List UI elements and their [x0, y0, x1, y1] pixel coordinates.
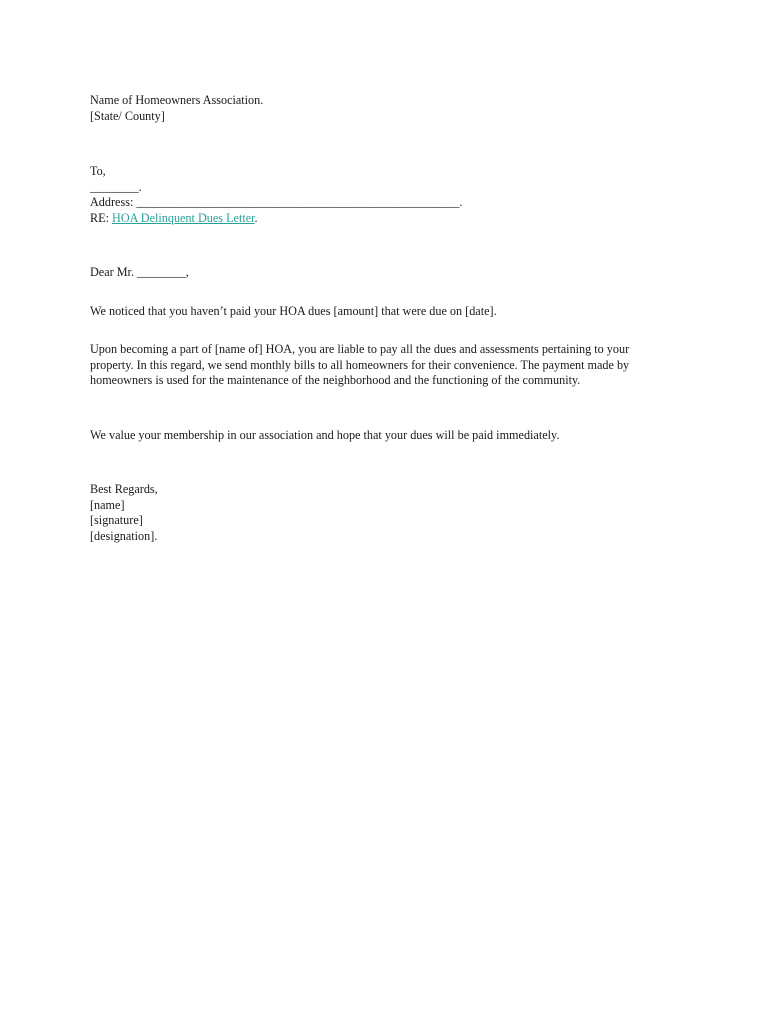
letter-header	[90, 93, 670, 124]
body-paragraph-2: Upon becoming a part of [name of] HOA, you are liable to pay all the dues and assessments pertaining to your property. In this regard, we send monthly bills to all homeowners for their convenience. The payment made by homeowners is used for the maintenance of the neighborhood and the functioning of the community.	[90, 342, 630, 387]
to-label: To,	[90, 164, 106, 178]
address-blank: _____________________________________________________.	[136, 195, 463, 209]
salutation: Dear Mr. ________,	[90, 265, 189, 279]
body-paragraph-3: We value your membership in our association and hope that your dues will be paid immediately.	[90, 427, 560, 442]
closing-name: [name]	[90, 497, 125, 512]
body-paragraph-1: We noticed that you haven’t paid your HOA dues [amount] that were due on [date].	[90, 303, 497, 318]
subject-label: RE:	[90, 210, 113, 225]
subject-link[interactable]: HOA Delinquent Dues Letter	[112, 210, 255, 225]
spacer	[90, 281, 670, 304]
address-label: Address:	[90, 195, 137, 209]
recipient-block	[90, 164, 670, 226]
subject-line	[90, 211, 670, 227]
spacer	[90, 124, 670, 164]
spacer	[90, 226, 670, 265]
association-name: Name of Homeowners Association.	[90, 93, 264, 107]
closing-regards: Best Regards,	[90, 482, 158, 496]
address-line	[90, 195, 670, 211]
spacer	[90, 319, 670, 342]
letter-document	[90, 93, 670, 544]
spacer	[90, 389, 670, 428]
subject-end: .	[254, 210, 258, 225]
closing-designation: [designation].	[90, 528, 158, 543]
closing-block	[90, 482, 670, 544]
recipient-name-blank: ________.	[90, 179, 142, 194]
spacer	[90, 443, 670, 482]
closing-signature: [signature]	[90, 513, 143, 527]
association-region: [State/ County]	[90, 108, 165, 123]
